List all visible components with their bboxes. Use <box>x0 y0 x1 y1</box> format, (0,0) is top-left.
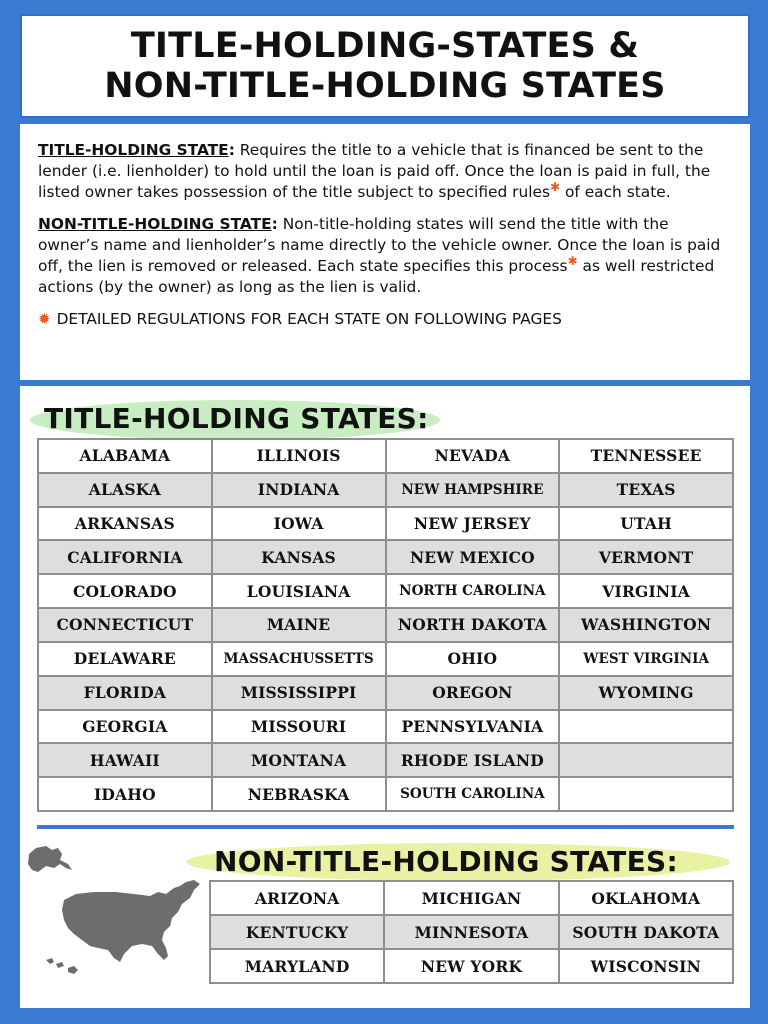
state-cell <box>560 778 732 810</box>
state-cell: RHODE ISLAND <box>387 744 559 776</box>
state-cell: MASSACHUSSETTS <box>213 643 385 675</box>
state-cell <box>560 711 732 743</box>
title-holding-definition: TITLE-HOLDING STATE: Requires the title to a vehicle that is financed be sent to the lender (i.e. lienholder) to hold until the loan is paid off. Once the loan is paid in full, the listed owner takes possession of the title subject to specified rules✱ of each state. <box>38 141 711 201</box>
state-cell: COLORADO <box>39 575 211 607</box>
non-title-holding-definition: NON-TITLE-HOLDING STATE: Non-title-holding states will send the title with the owner’s name and lienholder’s name directly to the vehicle owner. Once the loan is paid off, the lien is removed or released. Each state specifies this process✱ as well restricted actions (by the owner) as long as the lien is valid. <box>38 215 721 296</box>
regulations-note <box>38 309 732 330</box>
state-cell: LOUISIANA <box>213 575 385 607</box>
state-cell: VIRGINIA <box>560 575 732 607</box>
state-cell: MISSISSIPPI <box>213 677 385 709</box>
state-cell: GEORGIA <box>39 711 211 743</box>
state-cell: ALASKA <box>39 474 211 506</box>
state-cell: ARKANSAS <box>39 508 211 540</box>
state-cell: IOWA <box>213 508 385 540</box>
state-cell: SOUTH DAKOTA <box>560 916 732 948</box>
non-title-holding-text-end: as well restricted actions (by the owner) as long as the lien is valid. <box>38 257 715 296</box>
state-cell: WASHINGTON <box>560 609 732 641</box>
title-holding-term: TITLE-HOLDING STATE <box>38 141 229 159</box>
title-banner <box>20 14 750 118</box>
asterisk-icon: ✱ <box>550 179 561 194</box>
title-holding-heading: TITLE-HOLDING STATES: <box>44 402 429 435</box>
non-title-holding-text: Non-title-holding states will send the title with the owner’s name and lienholder’s name directly to the vehicle owner. Once the loan is paid off, the lien is removed or released. Each state specifies this process <box>38 215 721 275</box>
state-cell: TEXAS <box>560 474 732 506</box>
state-cell: WEST VIRGINIA <box>560 643 732 675</box>
state-cell: SOUTH CAROLINA <box>387 778 559 810</box>
title-holding-text: Requires the title to a vehicle that is financed be sent to the lender (i.e. lienholder) to hold until the loan is paid off. Once the loan is paid in full, the listed owner takes possession of the title subject to specified rules <box>38 141 711 201</box>
state-cell: NEBRASKA <box>213 778 385 810</box>
state-cell <box>560 744 732 776</box>
asterisk-icon: ✱ <box>567 253 578 268</box>
state-cell: CONNECTICUT <box>39 609 211 641</box>
state-cell: WISCONSIN <box>560 950 732 982</box>
state-cell: CALIFORNIA <box>39 541 211 573</box>
page-title-line-2: NON-TITLE-HOLDING STATES <box>104 66 666 106</box>
state-cell: MINNESOTA <box>385 916 557 948</box>
state-cell: NEVADA <box>387 440 559 472</box>
state-cell: NEW YORK <box>385 950 557 982</box>
state-lists-panel <box>20 386 750 1008</box>
state-cell: NORTH DAKOTA <box>387 609 559 641</box>
state-cell: IDAHO <box>39 778 211 810</box>
non-title-holding-term: NON-TITLE-HOLDING STATE <box>38 215 272 233</box>
state-cell: NEW JERSEY <box>387 508 559 540</box>
state-cell: DELAWARE <box>39 643 211 675</box>
state-cell: PENNSYLVANIA <box>387 711 559 743</box>
state-cell: ARIZONA <box>211 882 383 914</box>
state-cell: MARYLAND <box>211 950 383 982</box>
state-cell: OREGON <box>387 677 559 709</box>
state-cell: MICHIGAN <box>385 882 557 914</box>
state-cell: INDIANA <box>213 474 385 506</box>
state-cell: FLORIDA <box>39 677 211 709</box>
state-cell: ALABAMA <box>39 440 211 472</box>
state-cell: HAWAII <box>39 744 211 776</box>
state-cell: NORTH CAROLINA <box>387 575 559 607</box>
state-cell: WYOMING <box>560 677 732 709</box>
state-cell: UTAH <box>560 508 732 540</box>
page-title-line-1: TITLE-HOLDING-STATES & <box>130 26 640 66</box>
definitions-panel <box>20 124 750 380</box>
state-cell: OHIO <box>387 643 559 675</box>
non-title-holding-heading: NON-TITLE-HOLDING STATES: <box>214 845 678 878</box>
orange-burst-icon: ✹ <box>38 310 51 328</box>
state-cell: KANSAS <box>213 541 385 573</box>
section-divider <box>37 825 734 829</box>
title-holding-states-table <box>37 438 734 812</box>
state-cell: MAINE <box>213 609 385 641</box>
state-cell: MISSOURI <box>213 711 385 743</box>
state-cell: KENTUCKY <box>211 916 383 948</box>
regulations-note-text: DETAILED REGULATIONS FOR EACH STATE ON FOLLOWING PAGES <box>56 310 562 328</box>
state-cell: TENNESSEE <box>560 440 732 472</box>
state-cell: OKLAHOMA <box>560 882 732 914</box>
state-cell: VERMONT <box>560 541 732 573</box>
state-cell: NEW MEXICO <box>387 541 559 573</box>
state-cell: NEW HAMPSHIRE <box>387 474 559 506</box>
state-cell: MONTANA <box>213 744 385 776</box>
non-title-holding-states-table <box>209 880 734 984</box>
state-cell: ILLINOIS <box>213 440 385 472</box>
title-holding-text-end: of each state. <box>560 183 671 201</box>
